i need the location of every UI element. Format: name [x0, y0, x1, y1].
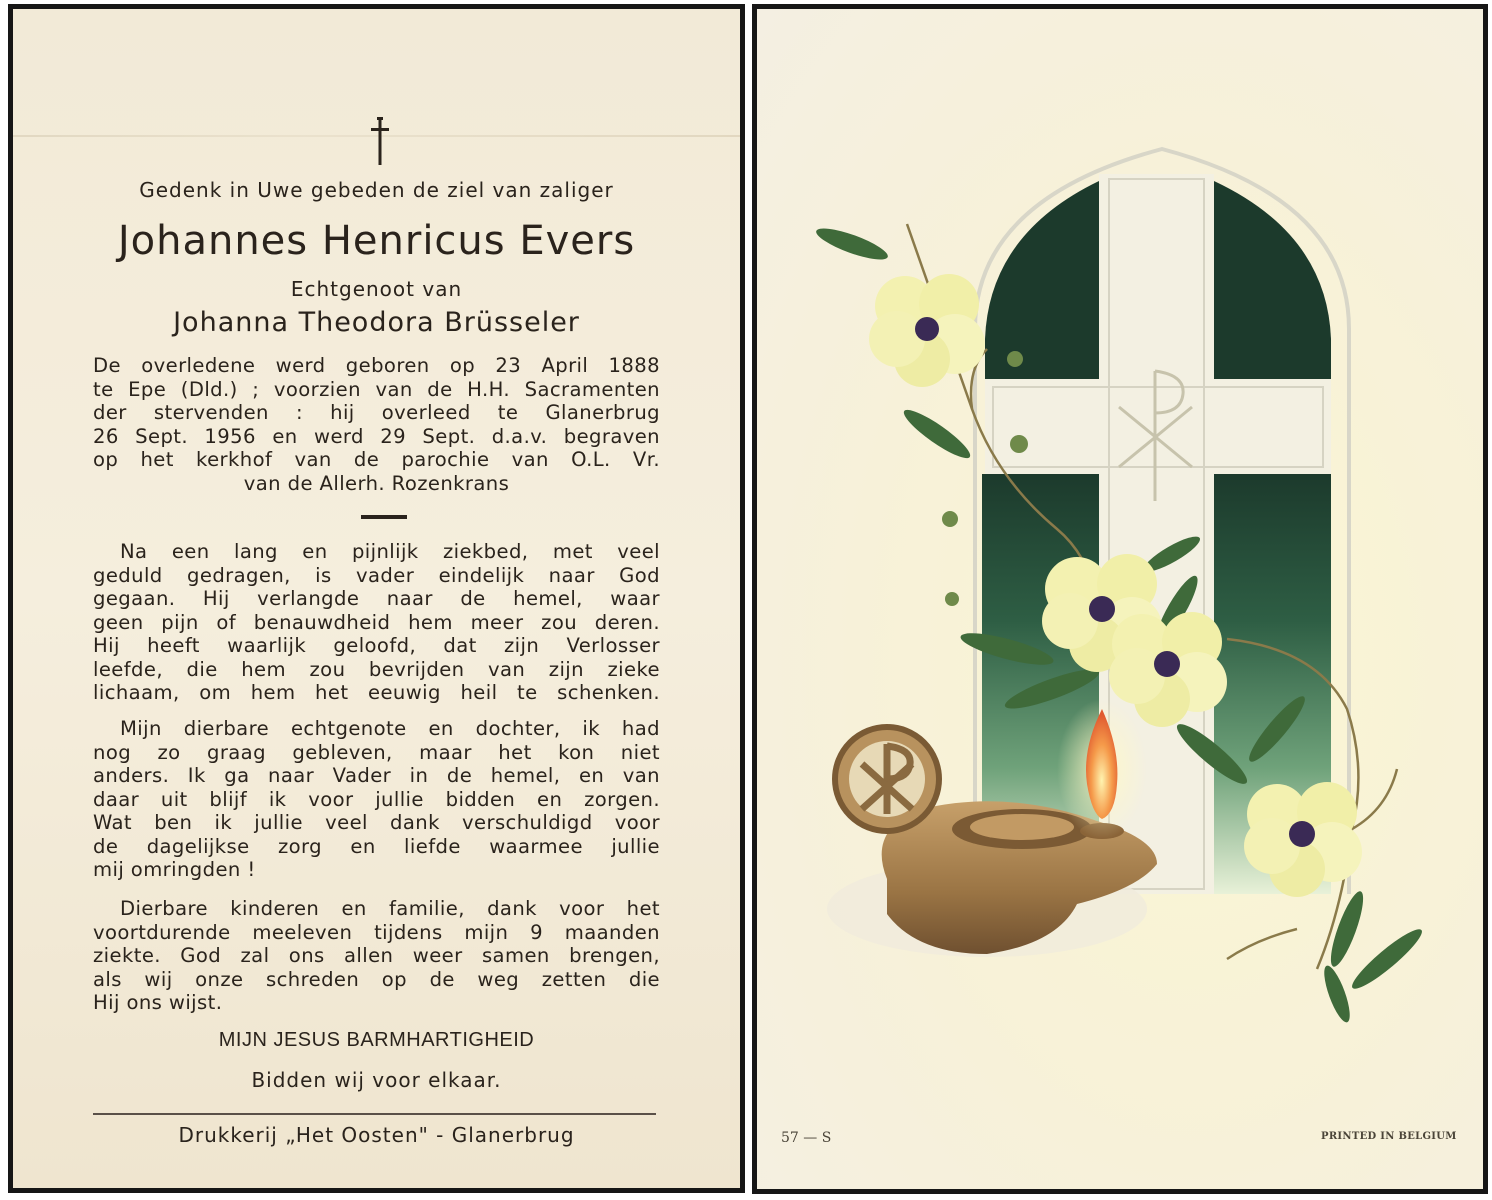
- spouse-name: Johanna Theodora Brüsseler: [173, 307, 580, 338]
- text-line: anders. Ik ga naar Vader in de hemel, en van: [93, 764, 660, 787]
- memorial-card-image-side: [752, 4, 1488, 1194]
- text-line: mij omringden !: [93, 858, 256, 881]
- text-line: de dagelijkse zorg en liefde waarmee jullie: [93, 834, 660, 858]
- stained-glass-window: [975, 149, 1349, 894]
- paragraph-family-farewell: [93, 717, 660, 882]
- memorial-card-text-side: [8, 4, 745, 1193]
- separator-dash: [361, 515, 407, 519]
- card-code: 57 — S: [781, 1130, 832, 1146]
- prayer-request: Bidden wij voor elkaar.: [251, 1068, 502, 1092]
- text-line: voortdurende meeleven tijdens mijn 9 maanden: [93, 920, 660, 944]
- devotional-illustration: [757, 9, 1483, 1189]
- text-line: der stervenden : hij overleed te Glanerbrug: [93, 401, 660, 424]
- text-line: Dierbare kinderen en familie, dank voor het: [120, 897, 660, 920]
- text-line: De overledene werd geboren op 23 April 1888: [93, 354, 660, 377]
- footer-rule: [93, 1113, 656, 1115]
- text-line: Hij ons wijst.: [93, 991, 223, 1014]
- text-line: daar uit blijf ik voor jullie bidden en zorgen.: [93, 787, 660, 811]
- text-line: lichaam, om hem het eeuwig heil te schenken.: [93, 681, 660, 704]
- text-line: Wat ben ik jullie veel dank verschuldigd voor: [93, 811, 660, 834]
- text-line: nog zo graag gebleven, maar het kon niet: [93, 740, 660, 764]
- text-line: gegaan. Hij verlangde naar de hemel, waar: [93, 587, 660, 610]
- text-line: Na een lang en pijnlijk ziekbed, met veel: [120, 540, 660, 563]
- biography-paragraph: [93, 354, 660, 495]
- text-line: geduld gedragen, is vader eindelijk naar God: [93, 563, 660, 587]
- lamp-flame: [1057, 699, 1147, 839]
- text-line: te Epe (Dld.) ; voorzien van de H.H. Sacramenten: [93, 377, 660, 401]
- paragraph-children: [93, 897, 660, 1015]
- text-line: geen pijn of benauwdheid hem meer zou deren.: [93, 610, 660, 634]
- text-line: 26 Sept. 1956 en werd 29 Sept. d.a.v. begraven: [93, 424, 660, 448]
- text-line: op het kerkhof van de parochie van O.L. Vr.: [93, 448, 660, 471]
- prayer-invocation: MIJN JESUS BARMHARTIGHEID: [218, 1029, 535, 1051]
- spouse-label: Echtgenoot van: [290, 277, 463, 301]
- text-line: leefde, die hem zou bevrijden van zijn zieke: [93, 657, 660, 681]
- text-line: Mijn dierbare echtgenote en dochter, ik had: [120, 717, 660, 740]
- printer-credit: Drukkerij „Het Oosten" - Glanerbrug: [178, 1123, 575, 1147]
- cross-icon: [369, 117, 391, 167]
- text-line: als wij onze schreden op de weg zetten die: [93, 967, 660, 991]
- paragraph-illness: [93, 540, 660, 705]
- deceased-name: Johannes Henricus Evers: [117, 218, 636, 264]
- text-line: Hij heeft waarlijk geloofd, dat zijn Verlosser: [93, 634, 660, 657]
- intro-line: Gedenk in Uwe gebeden de ziel van zaliger: [139, 178, 614, 202]
- text-line: van de Allerh. Rozenkrans: [243, 471, 510, 495]
- printed-in-label: PRINTED IN BELGIUM: [1321, 1131, 1457, 1142]
- text-line: ziekte. God zal ons allen weer samen brengen,: [93, 944, 660, 967]
